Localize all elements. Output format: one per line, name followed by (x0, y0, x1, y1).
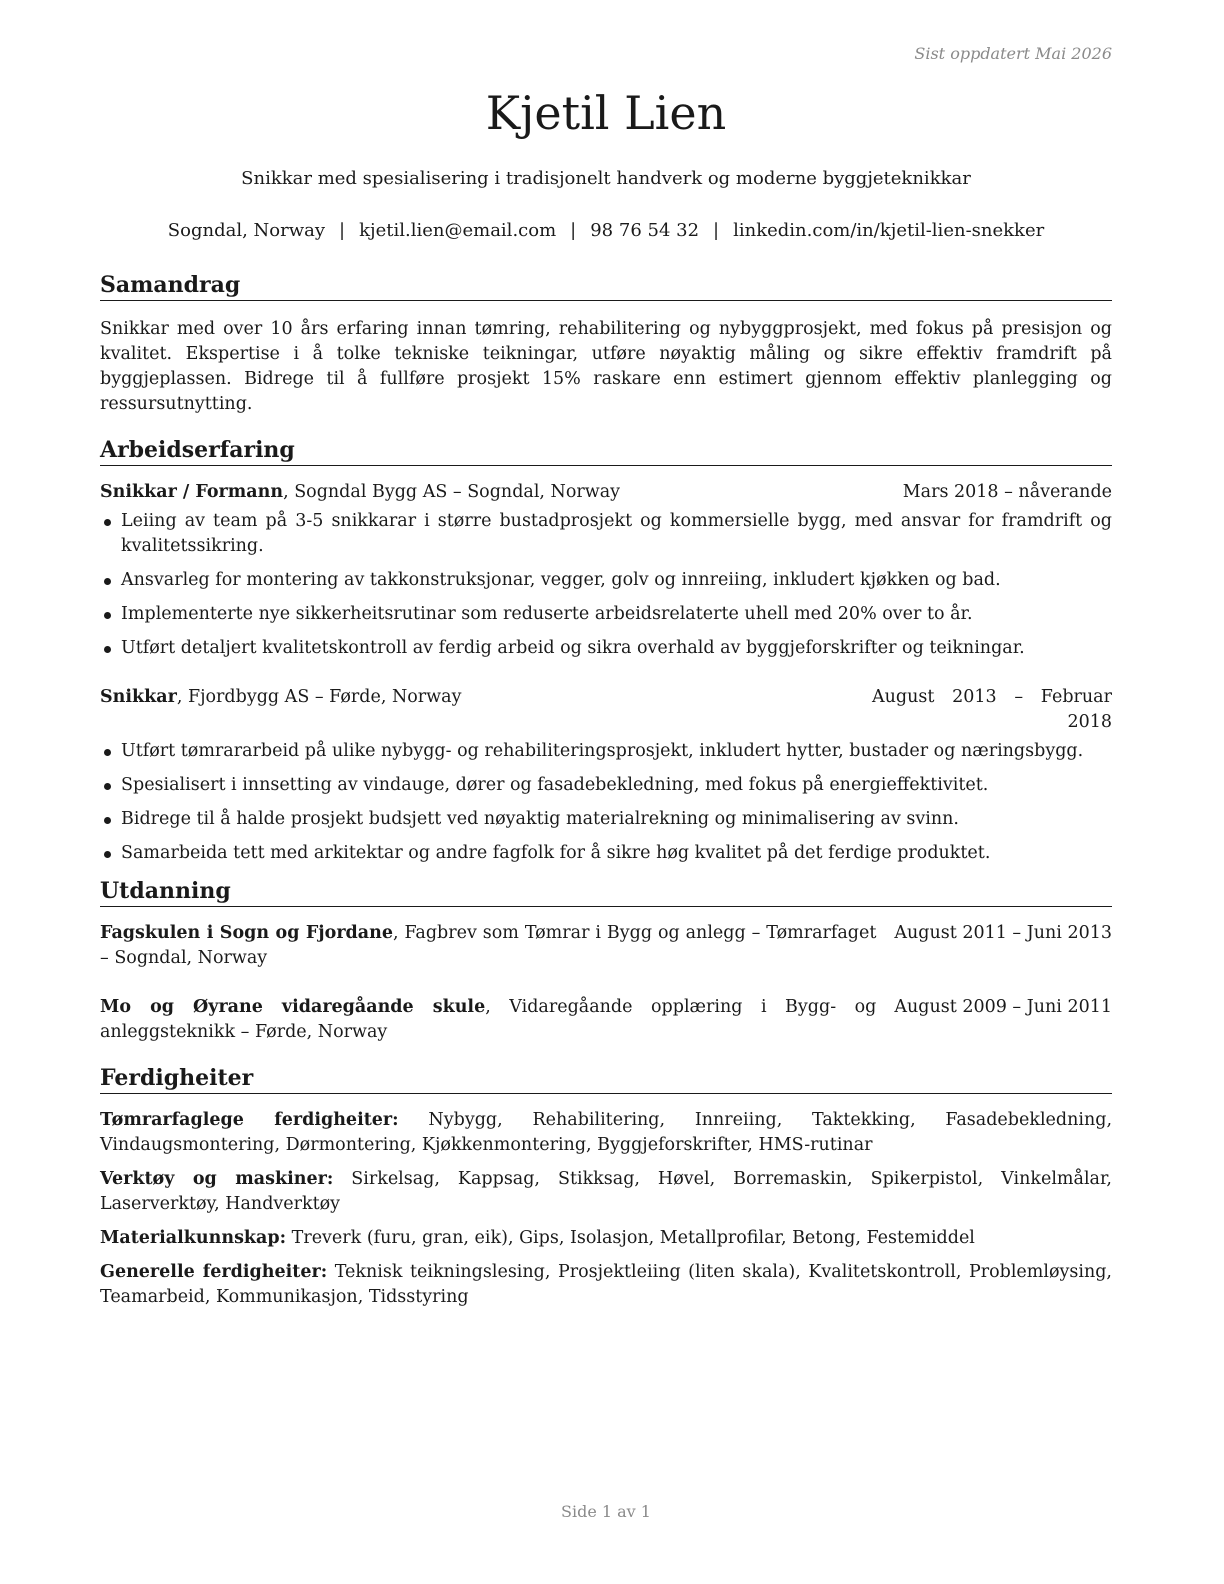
skill-label: Tømrarfaglege ferdigheiter: (100, 1110, 399, 1130)
contact-separator: | (713, 220, 720, 241)
job-entry (100, 685, 1112, 866)
section-heading-skills: Ferdigheiter (100, 1063, 1112, 1094)
job-title: Snikkar / Formann (100, 482, 284, 502)
skill-group (100, 1167, 1112, 1217)
summary-text: Snikkar med over 10 års erfaring innan tømring, rehabilitering og nybyggprosjekt, med fokus på presisjon og kvalitet. Ekspertise i å tolke tekniske teikningar, utføre nøyaktig måling og sikre effektiv framdrift på byggjeplassen. Bidrege til å fullføre prosjekt 15% raskare enn estimert gjennom effektiv planlegging og ressursutnytting. (100, 319, 1112, 414)
education-detail: , Fagbrev som Tømrar i Bygg og anlegg – Tømrarfaget – Sogndal, Norway (100, 923, 877, 968)
job-employer: , Fjordbygg AS – Førde, Norway (176, 687, 462, 707)
skill-group (100, 1108, 1112, 1158)
skill-label: Verktøy og maskiner: (100, 1169, 334, 1189)
page-number: Side 1 av 1 (561, 1502, 651, 1521)
experience-section (100, 435, 1112, 866)
job-dates: Mars 2018 – nåverande (902, 482, 1112, 502)
skills-section (100, 1063, 1112, 1310)
list-item: Leiing av team på 3-5 snikkarar i større bustadprosjekt og kommersielle bygg, med ansvar for framdrift og kvalitetssikring. (100, 509, 1112, 559)
section-heading-experience: Arbeidserfaring (100, 435, 1112, 466)
education-detail: , Vidaregåande opplæring i Bygg- og anleggsteknikk – Førde, Norway (100, 997, 877, 1042)
contact-location: Sogndal, Norway (167, 220, 326, 241)
job-employer: , Sogndal Bygg AS – Sogndal, Norway (283, 482, 621, 502)
job-title: Snikkar (100, 687, 177, 707)
skill-list: Treverk (furu, gran, eik), Gips, Isolasjon, Metallprofilar, Betong, Festemiddel (286, 1228, 975, 1248)
list-item: Implementerte nye sikkerheitsrutinar som reduserte arbeidsrelaterte uhell med 20% over to år. (100, 602, 1112, 627)
skill-label: Generelle ferdigheiter: (100, 1262, 328, 1282)
contact-line (100, 220, 1112, 241)
education-dates: August 2009 – Juni 2011 (894, 997, 1112, 1017)
job-header (100, 685, 1112, 735)
school-name: Fagskulen i Sogn og Fjordane (100, 923, 393, 943)
section-heading-education: Utdanning (100, 876, 1112, 907)
education-dates: August 2011 – Juni 2013 (894, 923, 1112, 943)
candidate-name: Kjetil Lien (485, 86, 727, 140)
contact-linkedin[interactable]: linkedin.com/in/kjetil-lien-snekker (733, 220, 1045, 241)
skill-list: Sirkelsag, Kappsag, Stikksag, Høvel, Borremaskin, Spikerpistol, Vinkelmålar, Laserverktøy, Handverktøy (100, 1169, 1112, 1214)
list-item: Utført detaljert kvalitetskontroll av ferdig arbeid og sikra overhald av byggjeforskrifter og teikningar. (100, 636, 1112, 661)
section-heading-summary: Samandrag (100, 270, 1112, 301)
list-item: Utført tømrararbeid på ulike nybygg- og rehabiliteringsprosjekt, inkludert hytter, bustader og næringsbygg. (100, 739, 1112, 764)
contact-separator: | (570, 220, 577, 241)
skill-list: Nybygg, Rehabilitering, Innreiing, Taktekking, Fasadebekledning, Vindaugsmontering, Dørmontering, Kjøkkenmontering, Byggjeforskrifter, HMS-rutinar (100, 1110, 1113, 1155)
tagline: Snikkar med spesialisering i tradisjonelt handverk og moderne byggjeteknikkar (241, 168, 971, 189)
school-name: Mo og Øyrane vidaregåande skule (100, 997, 486, 1017)
skill-group (100, 1260, 1112, 1310)
education-entry (100, 921, 1112, 971)
list-item: Spesialisert i innsetting av vindauge, dører og fasadebekledning, med fokus på energieffektivitet. (100, 773, 1112, 798)
education-entry (100, 995, 1112, 1045)
education-section (100, 876, 1112, 1045)
contact-phone: 98 76 54 32 (590, 220, 700, 241)
list-item: Samarbeida tett med arkitektar og andre fagfolk for å sikre høg kvalitet på det ferdige produktet. (100, 841, 1112, 866)
job-bullets (100, 509, 1112, 661)
job-bullets (100, 739, 1112, 866)
summary-section (100, 270, 1112, 417)
skill-list: Teknisk teikningslesing, Prosjektleiing (liten skala), Kvalitetskontroll, Problemløysing, Teamarbeid, Kommunikasjon, Tidsstyring (100, 1262, 1112, 1307)
job-dates: August 2013 – Februar 2018 (872, 687, 1112, 732)
skill-label: Materialkunnskap: (100, 1228, 287, 1248)
contact-separator: | (339, 220, 346, 241)
list-item: Bidrege til å halde prosjekt budsjett ved nøyaktig materialrekning og minimalisering av svinn. (100, 807, 1112, 832)
job-entry (100, 480, 1112, 661)
last-updated: Sist oppdatert Mai 2026 (914, 44, 1112, 63)
list-item: Ansvarleg for montering av takkonstruksjonar, vegger, golv og innreiing, inkludert kjøkken og bad. (100, 568, 1112, 593)
skill-group (100, 1226, 1112, 1251)
resume-page (100, 0, 1112, 1584)
job-header (100, 480, 1112, 505)
resume-body (100, 270, 1112, 1310)
contact-email[interactable]: kjetil.lien@email.com (359, 220, 557, 241)
